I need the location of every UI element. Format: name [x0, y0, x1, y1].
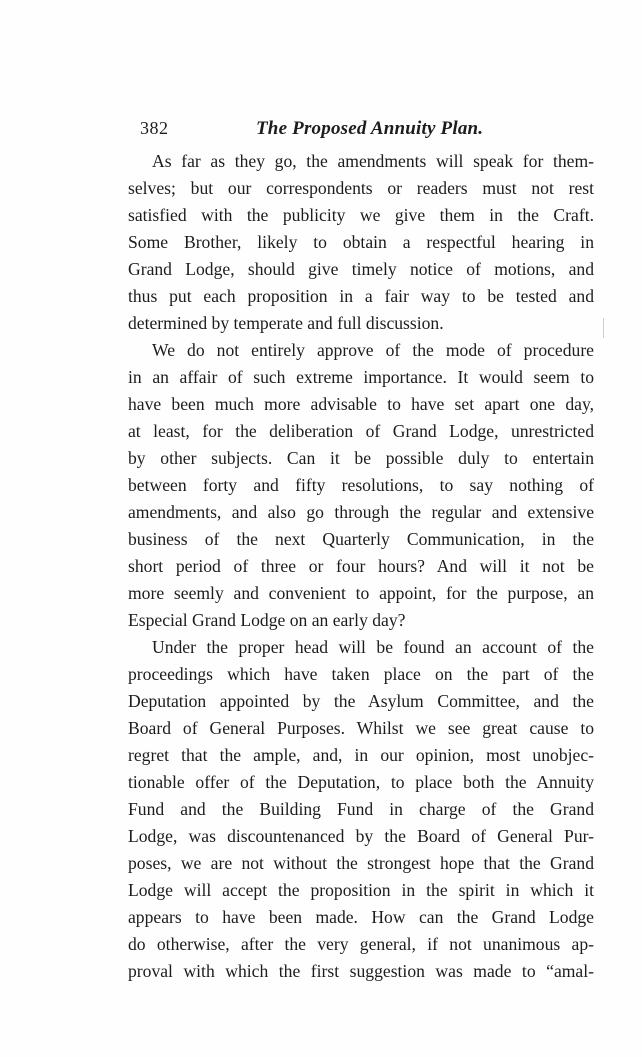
- text-line: Under the proper head will be found an account of the: [152, 637, 594, 657]
- text-line: Fund and the Building Fund in charge of the Grand: [128, 799, 594, 819]
- text-line: Lodge will accept the proposition in the spirit in which it: [128, 880, 594, 900]
- text-line: satisfied with the publicity we give them in the Craft.: [128, 205, 594, 225]
- text-line: thus put each proposition in a fair way to be tested and: [128, 286, 594, 306]
- text-line: amendments, and also go through the regular and extensive: [128, 502, 594, 522]
- text-line: have been much more advisable to have set apart one day,: [128, 394, 594, 414]
- text-line: regret that the ample, and, in our opinion, most unobjec-: [128, 745, 594, 765]
- text-line: at least, for the deliberation of Grand Lodge, unrestricted: [128, 421, 594, 441]
- text-line: do otherwise, after the very general, if not unanimous ap-: [128, 934, 594, 954]
- text-line: Lodge, was discountenanced by the Board of General Pur-: [128, 826, 594, 846]
- text-line: Grand Lodge, should give timely notice of motions, and: [128, 259, 594, 279]
- margin-mark: [603, 318, 604, 338]
- page-number: 382: [140, 118, 169, 138]
- text-line: short period of three or four hours? And will it not be: [128, 556, 594, 576]
- text-line: poses, we are not without the strongest hope that the Grand: [128, 853, 594, 873]
- text-line: proceedings which have taken place on the part of the: [128, 664, 594, 684]
- text-line: As far as they go, the amendments will speak for them-: [152, 151, 594, 171]
- text-line: more seemly and convenient to appoint, for the purpose, an: [128, 583, 594, 603]
- body-text: [128, 148, 594, 985]
- text-line: We do not entirely approve of the mode of procedure: [152, 340, 594, 360]
- running-title: The Proposed Annuity Plan.: [256, 118, 484, 139]
- text-line: Especial Grand Lodge on an early day?: [128, 610, 406, 630]
- text-line: in an affair of such extreme importance. It would seem to: [128, 367, 594, 387]
- text-line: determined by temperate and full discussion.: [128, 313, 444, 333]
- text-line: between forty and fifty resolutions, to say nothing of: [128, 475, 594, 495]
- text-line: appears to have been made. How can the Grand Lodge: [128, 907, 594, 927]
- text-line: business of the next Quarterly Communication, in the: [128, 529, 594, 549]
- text-line: by other subjects. Can it be possible duly to entertain: [128, 448, 594, 468]
- text-line: proval with which the first suggestion was made to “amal-: [128, 961, 594, 981]
- text-line: Some Brother, likely to obtain a respectful hearing in: [128, 232, 594, 252]
- text-line: Board of General Purposes. Whilst we see great cause to: [128, 718, 594, 738]
- page-header: [138, 118, 598, 144]
- text-line: tionable offer of the Deputation, to place both the Annuity: [128, 772, 594, 792]
- text-line: selves; but our correspondents or readers must not rest: [128, 178, 594, 198]
- text-line: Deputation appointed by the Asylum Committee, and the: [128, 691, 594, 711]
